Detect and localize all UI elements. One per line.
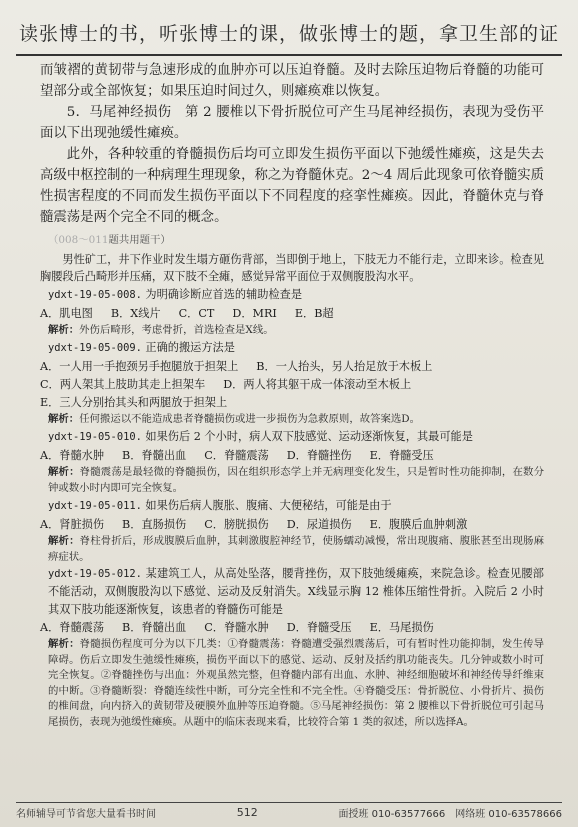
case-stem: 男性矿工，井下作业时发生塌方砸伤背部，当即倒于地上，下肢无力不能行走，立即来诊。检查见胸腰段后凸畸形并压痛，双下肢不全瘫，感觉异常平面位于双侧腹股沟水平。 (40, 253, 544, 284)
explanation-text: 脊髓损伤程度可分为以下几类：①脊髓震荡：脊髓遭受强烈震荡后，可有暂时性功能抑制，发生传导障碍。伤后立即发生弛缓性瘫痪，损伤平面以下的感觉、运动、反射及括约肌功能丧失。几分钟或数小时可完全恢复。②脊髓挫伤与出血：外观虽然完整，但脊髓内部有出血、水肿、神经细胞破坏和神经传导纤维束的中断。③脊髓断裂：脊髓连续性中断，可分完全性和不完全性。④脊髓受压：骨折脱位、小骨折片、损伤的椎间盘，向内挤入的黄韧带及硬膜外血肿等压迫脊髓。⑤马尾神经损伤：第 2 腰椎以下骨折脱位可引起马尾损伤，表现为弛缓性瘫痪。从题中的临床表现来看，比较符合第 1 类的叙述，所以选择A。 (48, 638, 544, 728)
options-row (40, 394, 544, 411)
footer-slogan: 名师辅导可节省您大量看书时间 (16, 808, 156, 820)
option-d: D．脊髓挫伤 (286, 449, 352, 463)
shared-stem-text: 题共用题干） (108, 234, 171, 246)
option-b: B．一人抬头，另人抬足放于木板上 (256, 359, 433, 373)
page-number: 512 (236, 805, 258, 819)
shared-stem-label (48, 232, 544, 249)
question-stem (48, 497, 544, 515)
explanation-tag: 解析： (48, 324, 80, 337)
option-a: A．一人用一手抱颈另手抱腿放于担架上 (40, 359, 239, 373)
explanation-text: 任何搬运以不能造成患者脊髓损伤或进一步损伤为急救原则，故答案选D。 (79, 413, 420, 426)
header-title: 读张博士的书，听张博士的课，做张博士的题，拿卫生部的证 (18, 22, 559, 45)
option-b: B．脊髓出血 (122, 620, 187, 634)
explanation-tag: 解析： (48, 466, 80, 479)
question-text: 正确的搬运方法是 (145, 340, 235, 354)
question-text: 某建筑工人，从高处坠落，腰背挫伤，双下肢弛缓瘫痪，来院急诊。检查见腰部不能活动，双侧腹股沟以下感觉、运动及反射消失。X线显示胸 12 椎体压缩性骨折。入院后 2 小时其双下肢功能逐渐恢复，该患者的脊髓伤可能是 (48, 567, 544, 616)
footer-contact: 面授班 010-63577666 网络班 010-63578666 (338, 808, 562, 820)
option-d: D．两人将其躯干成一体滚动至木板上 (223, 378, 412, 392)
question-stem (48, 565, 544, 618)
options-row (40, 376, 544, 393)
option-b: B．直肠损伤 (122, 517, 187, 531)
explanation (48, 412, 544, 428)
option-c: C．脊髓震荡 (204, 449, 269, 463)
options-row (40, 447, 544, 464)
question-text: 如果伤后病人腹胀、腹痛、大便秘结，可能是由于 (145, 498, 392, 512)
option-d: D．尿道损伤 (286, 517, 352, 531)
question-stem (48, 428, 544, 446)
explanation-text: 外伤后畸形，考虑骨折，首选检查是X线。 (79, 324, 274, 337)
explanation (48, 323, 544, 339)
intro-paragraph-2: 5．马尾神经损伤 第 2 腰椎以下骨折脱位可产生马尾神经损伤，表现为受伤平面以下出现弛缓性瘫痪。 (40, 105, 544, 141)
question-block (40, 339, 544, 428)
intro-paragraph-1: 而皱褶的黄韧带与急速形成的血肿亦可以压迫脊髓。及时去除压迫物后脊髓的功能可望部分或全部恢复；如果压迫时间过久，则瘫痪难以恢复。 (40, 63, 544, 99)
question-id: ydxt-19-05-010. (48, 431, 142, 444)
question-block (40, 428, 544, 497)
option-e: E．脊髓受压 (369, 449, 434, 463)
option-a: A．肾脏损伤 (40, 517, 105, 531)
option-c: C．脊髓水肿 (204, 620, 269, 634)
option-d: D．脊髓受压 (286, 620, 352, 634)
option-c: C．CT (178, 306, 215, 320)
explanation-tag: 解析： (48, 638, 80, 651)
option-a: A．肌电图 (40, 306, 93, 320)
options-row (40, 619, 544, 636)
option-a: A．脊髓水肿 (40, 449, 105, 463)
question-block (40, 565, 544, 730)
running-footer (16, 802, 562, 821)
option-a: A．脊髓震荡 (40, 620, 105, 634)
option-b: B．脊髓出血 (122, 449, 187, 463)
question-stem (48, 286, 544, 304)
question-text: 如果伤后 2 个小时，病人双下肢感觉、运动逐渐恢复，其最可能是 (145, 430, 473, 444)
option-d: D．MRI (232, 306, 277, 320)
options-row (40, 305, 544, 322)
option-b: B．X线片 (110, 306, 161, 320)
question-stem (48, 339, 544, 357)
question-id: ydxt-19-05-008. (48, 288, 142, 301)
explanation-text: 脊髓震荡是最轻微的脊髓损伤，因在组织形态学上并无病理变化发生，只是暂时性功能抑制，在数分钟或数小时内即可完全恢复。 (48, 466, 544, 495)
question-block (40, 286, 544, 339)
running-header (16, 10, 562, 56)
options-row (40, 516, 544, 533)
option-e: E．腹膜后血肿刺激 (369, 517, 468, 531)
question-text: 为明确诊断应首选的辅助检查是 (145, 287, 303, 301)
options-row (40, 358, 544, 375)
option-e: E．三人分别抬其头和两腿放于担架上 (40, 396, 228, 410)
explanation-tag: 解析： (48, 413, 80, 426)
explanation (48, 465, 544, 496)
intro-paragraph-3: 此外，各种较重的脊髓损伤后均可立即发生损伤平面以下弛缓性瘫痪，这是失去高级中枢控制的一种病理生理现象，称之为脊髓休克。2～4 周后此现象可依脊髓实质性损害程度的不同而发生损伤平面以下不同程度的痉挛性瘫痪。因此，脊髓休克与脊髓震荡是两个完全不同的概念。 (40, 147, 544, 225)
explanation-tag: 解析： (48, 535, 80, 548)
option-e: E．马尾损伤 (369, 620, 434, 634)
question-range: （008～011 (48, 234, 109, 246)
question-id: ydxt-19-05-009. (48, 341, 142, 354)
question-block (40, 497, 544, 566)
option-c: C．膀胱损伤 (204, 517, 269, 531)
explanation (48, 637, 544, 731)
explanation-text: 脊柱骨折后，形成腹膜后血肿，其刺激腹腔神经节，使肠蠕动减慢，常出现腹痛、腹胀甚至出现肠麻痹症状。 (48, 535, 544, 563)
option-c: C．两人架其上肢助其走上担架车 (40, 378, 206, 392)
page-content (40, 60, 544, 731)
question-id: ydxt-19-05-012. (48, 568, 142, 581)
explanation (48, 534, 544, 565)
option-e: E．B超 (294, 306, 334, 320)
question-id: ydxt-19-05-011. (48, 499, 142, 512)
